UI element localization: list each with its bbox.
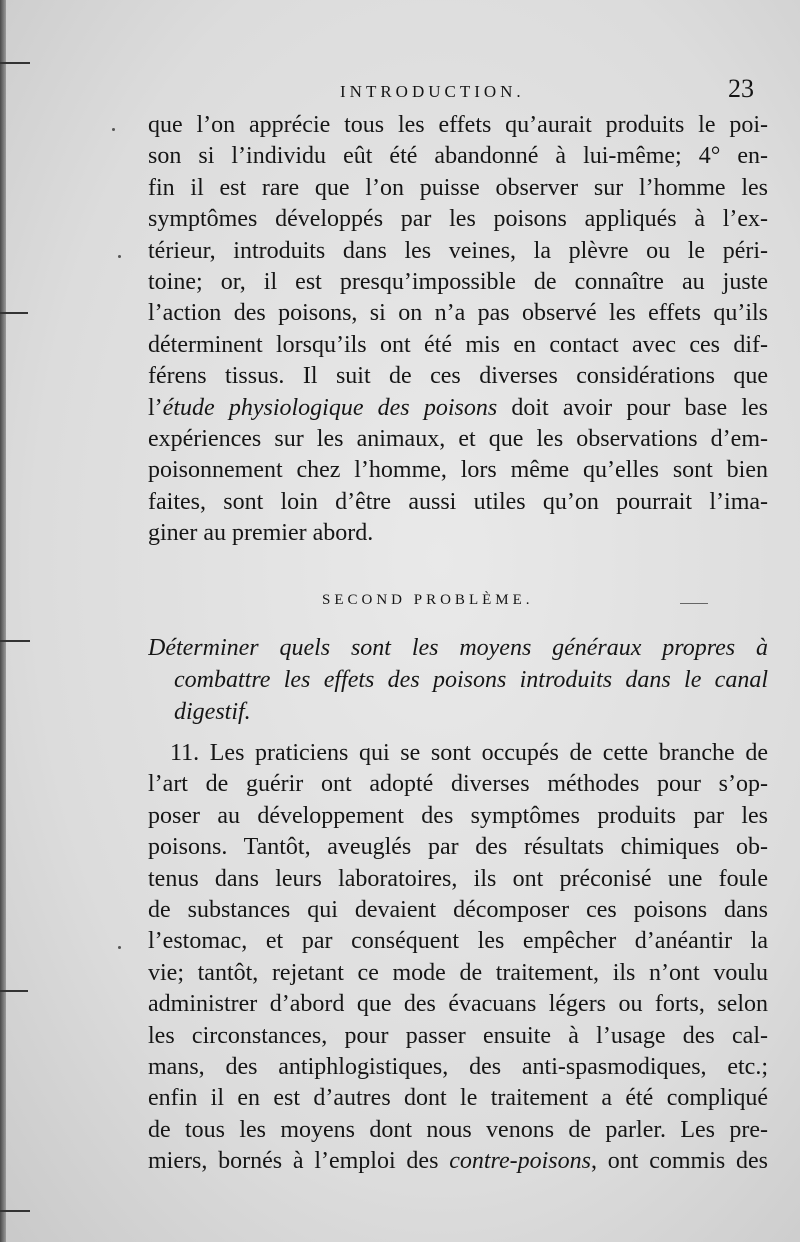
margin-mark: [0, 640, 30, 642]
text-fragment: , ont commis des: [590, 1148, 768, 1175]
text-line: symptômes développés par les poisons appliqués à l’ex-: [148, 206, 768, 233]
text-line: l’estomac, et par conséquent les empêcher d’anéantir la: [148, 928, 768, 955]
text-line: giner au premier abord.: [148, 520, 374, 547]
running-title: INTRODUCTION.: [340, 82, 525, 101]
paragraph-continued: [148, 110, 768, 549]
text-line: poisons. Tantôt, aveuglés par des résultats chimiques ob-: [148, 834, 768, 861]
text-line: digestif.: [174, 699, 251, 725]
margin-mark: [0, 312, 28, 314]
problem-statement: [148, 632, 768, 728]
text-line: faites, sont loin d’être aussi utiles qu’on pourrait l’ima-: [148, 488, 768, 515]
italic-phrase: contre-poisons: [449, 1148, 591, 1175]
text-fragment: doit avoir pour base les: [497, 394, 768, 421]
text-line: l’action des poisons, si on n’a pas observé les effets qu’ils: [148, 300, 768, 327]
ink-speck: [118, 946, 121, 949]
text-line: Déterminer quels sont les moyens généraux propres à: [148, 635, 768, 661]
text-line: de tous les moyens dont nous venons de parler. Les pre-: [148, 1116, 768, 1143]
paragraph-11: [148, 738, 768, 1177]
text-line: son si l’individu eût été abandonné à lui-même; 4° en-: [148, 143, 768, 170]
text-fragment: l’: [148, 394, 163, 421]
text-line: fin il est rare que l’on puisse observer sur l’homme les: [148, 174, 768, 201]
text-line: enfin il en est d’autres dont le traitement a été compliqué: [148, 1085, 768, 1112]
text-line: combattre les effets des poisons introduits dans le canal: [174, 667, 768, 693]
text-line: férens tissus. Il suit de ces diverses considérations que: [148, 363, 768, 390]
text-line: expériences sur les animaux, et que les observations d’em-: [148, 425, 768, 452]
margin-mark: [0, 990, 28, 992]
text-line: déterminent lorsqu’ils ont été mis en contact avec ces dif-: [148, 331, 768, 358]
text-line: vie; tantôt, rejetant ce mode de traitement, ils n’ont voulu: [148, 959, 768, 986]
text-line: tenus dans leurs laboratoires, ils ont préconisé une foule: [148, 865, 768, 892]
text-line: poser au développement des symptômes produits par les: [148, 802, 768, 829]
section-heading: SECOND PROBLÈME.: [322, 592, 534, 608]
text-fragment: miers, bornés à l’emploi des: [148, 1148, 450, 1175]
text-line: administrer d’abord que des évacuans légers ou forts, selon: [148, 991, 768, 1018]
text-line: poisonnement chez l’homme, lors même qu’elles sont bien: [148, 457, 768, 484]
page-binding-edge: [0, 0, 6, 1242]
text-line: toine; or, il est presqu’impossible de connaître au juste: [148, 268, 768, 295]
text-line: térieur, introduits dans les veines, la plèvre ou le péri-: [148, 237, 768, 264]
text-line: l’art de guérir ont adopté diverses méthodes pour s’op-: [148, 771, 768, 798]
text-line: mans, des antiphlogistiques, des anti-spasmodiques, etc.;: [148, 1053, 768, 1080]
text-line-with-italic: [148, 393, 768, 424]
rule: [680, 603, 708, 604]
text-line-with-italic: [148, 1146, 768, 1177]
italic-phrase: étude physiologique des poisons: [162, 394, 498, 421]
text-line: les circonstances, pour passer ensuite à l’usage des cal-: [148, 1022, 768, 1049]
text-line: 11. Les praticiens qui se sont occupés de cette branche de: [170, 740, 768, 766]
text-line: que l’on apprécie tous les effets qu’aurait produits le poi-: [148, 112, 768, 138]
text-line: de substances qui devaient décomposer ces poisons dans: [148, 896, 768, 923]
margin-mark: [0, 1210, 30, 1212]
page-number: 23: [728, 74, 754, 103]
margin-mark: [0, 62, 30, 64]
ink-speck: [118, 255, 121, 258]
ink-speck: [112, 128, 115, 131]
